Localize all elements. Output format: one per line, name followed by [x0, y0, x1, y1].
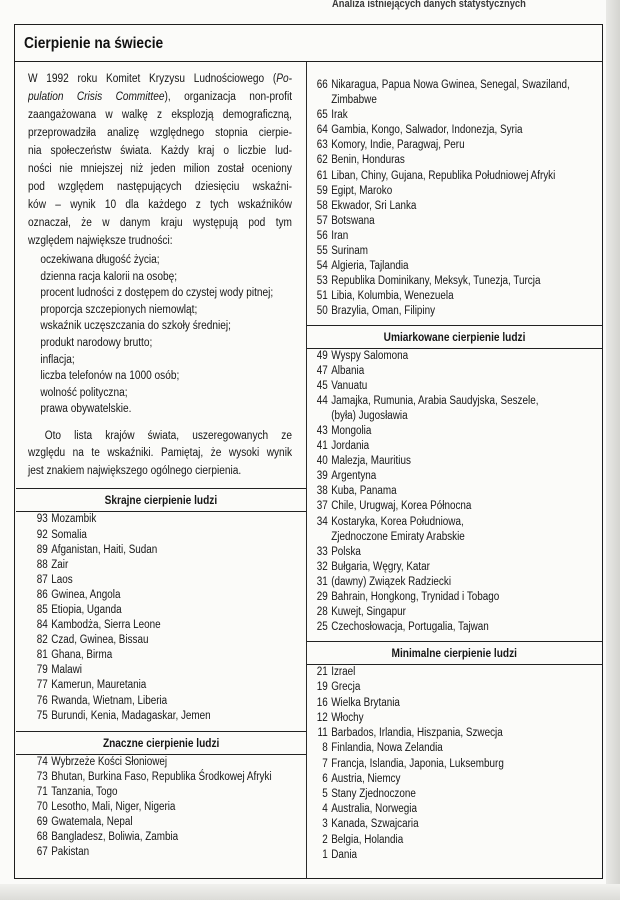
ranking-entry	[34, 618, 306, 633]
intro-line: pod względem następujących dziesięciu wskaźni-	[28, 181, 292, 193]
ranking-countries: Australia, Norwegia	[331, 803, 417, 816]
ranking-countries: Irak	[331, 109, 348, 122]
ranking-entry	[314, 469, 602, 484]
ranking-countries: Francja, Islandia, Japonia, Luksemburg	[331, 757, 504, 770]
ranking-score: 87	[36, 573, 48, 586]
ranking-score: 8	[322, 742, 328, 755]
ranking-score: 3	[322, 818, 328, 831]
title-divider	[14, 61, 603, 62]
ranking-entry	[314, 484, 602, 499]
ranking-entry	[34, 633, 306, 648]
ranking-countries: Iran	[331, 229, 349, 242]
ranking-countries: Czechosłowacja, Portugalia, Tajwan	[331, 621, 489, 634]
ranking-countries: Kamerun, Mauretania	[51, 679, 147, 692]
ranking-score: 79	[36, 664, 48, 677]
ranking-score: 41	[316, 440, 328, 453]
ranking-entry	[34, 815, 306, 830]
ranking-countries: Bułgaria, Węgry, Katar	[331, 560, 430, 573]
ranking-entry	[314, 454, 602, 469]
ranking-score: 76	[36, 694, 48, 707]
ranking-countries: Komory, Indie, Paragwaj, Peru	[331, 139, 465, 152]
section-header	[307, 641, 602, 665]
ranking-score: 53	[316, 275, 328, 288]
intro-line: przeprowadziła analizę względnego stopnia cierpie-	[28, 127, 292, 139]
ranking-countries: (dawny) Związek Radziecki	[331, 575, 452, 588]
ranking-score: 54	[316, 260, 328, 273]
ranking-score: 82	[36, 634, 48, 647]
ranking-score: 77	[36, 679, 48, 692]
ranking-countries: Malezja, Mauritius	[331, 455, 411, 468]
section-header	[16, 488, 306, 512]
ranking-list	[34, 512, 306, 723]
ranking-entry	[314, 439, 602, 454]
ranking-entry	[314, 696, 602, 711]
ranking-countries: Tanzania, Togo	[51, 785, 118, 798]
ranking-countries	[331, 394, 538, 424]
indicator-item: prawa obywatelskie.	[40, 403, 132, 416]
ranking-countries: Gambia, Kongo, Salwador, Indonezja, Syria	[331, 124, 523, 137]
ranking-score: 59	[316, 184, 328, 197]
ranking-score: 7	[322, 757, 328, 770]
ranking-countries: Chile, Urugwaj, Korea Północna	[331, 500, 472, 513]
ranking-score: 92	[36, 528, 48, 541]
ranking-score: 88	[36, 558, 48, 571]
left-column	[16, 70, 306, 860]
ranking-score: 12	[316, 711, 328, 724]
ranking-entry	[34, 573, 306, 588]
intro-text: W 1992 roku Komitet Kryzysu Ludnościowego (	[28, 73, 277, 85]
ranking-countries: Argentyna	[331, 470, 377, 483]
ranking-entry	[314, 802, 602, 817]
outro-paragraph	[28, 428, 292, 481]
right-column	[307, 78, 602, 863]
indicator-item: dzienna racja kalorii na osobę;	[40, 270, 178, 283]
ranking-countries: Polska	[331, 545, 361, 558]
ranking-countries: Dania	[331, 848, 358, 861]
ranking-countries: Afganistan, Haiti, Sudan	[51, 543, 158, 556]
ranking-countries-line: (była) Jugosławia	[331, 409, 408, 422]
ranking-entry	[314, 620, 602, 635]
ranking-entry	[34, 543, 306, 558]
ranking-entry	[314, 590, 602, 605]
indicator-item: liczba telefonów na 1000 osób;	[40, 370, 180, 383]
ranking-score: 93	[36, 513, 48, 526]
ranking-entry	[314, 274, 602, 289]
indicator-item: oczekiwana długość życia;	[40, 254, 160, 266]
indicator-item: proporcja szczepionych niemowląt;	[40, 303, 198, 316]
ranking-score: 21	[316, 666, 328, 679]
ranking-score: 39	[316, 470, 328, 483]
indicator-item: wskaźnik uczęszczania do szkoły średniej;	[40, 320, 232, 333]
ranking-score: 73	[36, 770, 48, 783]
ranking-entry	[314, 78, 602, 108]
ranking-score: 33	[316, 545, 328, 558]
ranking-score: 49	[316, 349, 328, 362]
ranking-entry	[314, 757, 602, 772]
indicator-item: procent ludności z dostępem do czystej wody pitnej;	[40, 287, 274, 300]
section-title: Minimalne cierpienie ludzi	[391, 648, 518, 661]
ranking-score: 51	[316, 290, 328, 303]
right-rankings	[307, 78, 602, 863]
ranking-entry	[314, 244, 602, 259]
ranking-countries: Surinam	[331, 245, 369, 258]
ranking-score: 57	[316, 214, 328, 227]
ranking-entry	[34, 558, 306, 573]
section-title: Umiarkowane cierpienie ludzi	[383, 331, 526, 344]
ranking-countries-line: Zimbabwe	[331, 94, 377, 107]
ranking-countries: Belgia, Holandia	[331, 833, 404, 846]
ranking-countries: Egipt, Maroko	[331, 184, 393, 197]
ranking-score: 68	[36, 831, 48, 844]
ranking-countries: Kuba, Panama	[331, 485, 397, 498]
ranking-entry	[314, 304, 602, 319]
ranking-countries	[331, 78, 570, 108]
ranking-entry	[34, 709, 306, 724]
ranking-entry	[34, 588, 306, 603]
ranking-countries: Wybrzeże Kości Słoniowej	[51, 755, 168, 768]
ranking-countries: Czad, Gwinea, Bissau	[51, 634, 149, 647]
ranking-score: 11	[317, 727, 328, 740]
ranking-entry	[314, 259, 602, 274]
outro-line: Oto lista krajów świata, uszeregowanych ze	[44, 429, 292, 442]
ranking-countries: Kanada, Szwajcaria	[331, 818, 419, 831]
ranking-score: 86	[36, 588, 48, 601]
indicator-item: wolność polityczna;	[40, 386, 128, 399]
ranking-score: 56	[316, 229, 328, 242]
ranking-countries: Barbados, Irlandia, Hiszpania, Szwecja	[331, 727, 503, 740]
ranking-entry	[314, 379, 602, 394]
ranking-score: 55	[316, 245, 328, 258]
ranking-score: 71	[36, 785, 48, 798]
ranking-score: 45	[316, 379, 328, 392]
ranking-score: 65	[316, 109, 328, 122]
ranking-countries: Benin, Honduras	[331, 154, 405, 167]
ranking-entry	[314, 349, 602, 364]
ranking-entry	[314, 184, 602, 199]
intro-line: ków – wynik 10 dla każdego z tych wskaźników	[28, 199, 292, 211]
ranking-countries: Somalia	[51, 528, 87, 541]
ranking-entry	[314, 575, 602, 590]
ranking-score: 61	[316, 169, 328, 182]
ranking-score: 89	[36, 543, 48, 556]
ranking-entry	[314, 364, 602, 379]
ranking-countries: Finlandia, Nowa Zelandia	[331, 742, 443, 755]
ranking-score: 44	[316, 394, 328, 407]
ranking-countries: Izrael	[331, 666, 356, 679]
ranking-entry	[314, 772, 602, 787]
ranking-countries: Mongolia	[331, 424, 372, 437]
ranking-score: 38	[316, 485, 328, 498]
ranking-countries: Libia, Kolumbia, Wenezuela	[331, 290, 454, 303]
ranking-score: 62	[316, 154, 328, 167]
ranking-entry	[314, 545, 602, 560]
ranking-countries: Laos	[51, 573, 73, 586]
ranking-score: 5	[322, 787, 328, 800]
ranking-countries: Mozambik	[51, 513, 97, 526]
ranking-entry	[314, 848, 602, 863]
ranking-entry	[314, 711, 602, 726]
indicator-item: produkt narodowy brutto;	[40, 336, 153, 349]
ranking-entry	[314, 214, 602, 229]
ranking-score: 85	[36, 604, 48, 616]
ranking-countries: Stany Zjednoczone	[331, 787, 416, 800]
ranking-entry	[314, 424, 602, 439]
ranking-score: 25	[316, 621, 328, 634]
ranking-countries: Bhutan, Burkina Faso, Republika Środkowej Afryki	[51, 770, 272, 783]
ranking-entry	[34, 830, 306, 845]
ranking-countries: Gwinea, Angola	[51, 588, 121, 601]
ranking-score: 19	[316, 681, 328, 694]
indicator-list	[28, 252, 292, 418]
ranking-score: 28	[316, 606, 328, 619]
ranking-countries-line: Kostaryka, Korea Południowa,	[331, 515, 464, 528]
intro-line: oznaczał, że w danym kraju występują pod tym	[28, 217, 292, 229]
ranking-score: 50	[316, 305, 328, 318]
ranking-countries: Etiopia, Uganda	[51, 604, 122, 616]
ranking-list	[314, 665, 602, 863]
ranking-score: 81	[36, 649, 48, 662]
intro-paragraph	[28, 70, 292, 250]
intro-italic-text: Po-	[276, 73, 292, 85]
ranking-entry	[314, 499, 602, 514]
ranking-entry	[314, 108, 602, 123]
ranking-list	[34, 755, 306, 861]
ranking-countries: Zair	[51, 558, 69, 571]
ranking-countries-line: Jamajka, Rumunia, Arabia Saudyjska, Seszele,	[331, 394, 539, 407]
ranking-countries: Republika Dominikany, Meksyk, Tunezja, Turcja	[331, 275, 541, 288]
section-header	[307, 325, 602, 349]
ranking-countries: Kuwejt, Singapur	[331, 606, 406, 619]
ranking-score: 74	[36, 755, 48, 768]
ranking-entry	[314, 741, 602, 756]
ranking-entry	[314, 153, 602, 168]
section-header	[16, 731, 306, 755]
ranking-countries: Pakistan	[51, 846, 90, 859]
ranking-entry	[34, 845, 306, 860]
intro-line: względem największe trudności:	[28, 235, 173, 247]
ranking-entry	[314, 680, 602, 695]
ranking-score: 63	[316, 139, 328, 152]
ranking-countries: Malawi	[51, 664, 82, 677]
ranking-countries: Rwanda, Wietnam, Liberia	[51, 694, 168, 707]
ranking-entry	[314, 515, 602, 545]
indicator-item: inflacja;	[40, 353, 75, 366]
ranking-countries: Kambodża, Sierra Leone	[51, 619, 161, 632]
ranking-countries: Grecja	[331, 681, 361, 694]
ranking-entry	[34, 785, 306, 800]
intro-line	[28, 88, 292, 106]
ranking-countries: Ghana, Birma	[51, 649, 113, 662]
ranking-score: 16	[316, 696, 328, 709]
intro-italic-text: pulation Crisis Committee	[28, 91, 165, 103]
ranking-countries: Brazylia, Oman, Filipiny	[331, 305, 436, 318]
ranking-score: 37	[316, 500, 328, 513]
ranking-countries: Botswana	[331, 214, 375, 227]
ranking-countries: Austria, Niemcy	[331, 772, 401, 785]
ranking-countries	[331, 515, 465, 545]
ranking-score: 69	[36, 816, 48, 829]
ranking-countries: Wyspy Salomona	[331, 349, 409, 362]
ranking-entry	[314, 138, 602, 153]
ranking-entry	[314, 817, 602, 832]
ranking-entry	[34, 648, 306, 663]
ranking-entry	[34, 512, 306, 527]
ranking-entry	[314, 169, 602, 184]
ranking-entry	[34, 603, 306, 618]
ranking-score: 4	[322, 803, 328, 816]
running-header: Analiza istniejących danych statystycznych	[332, 0, 526, 10]
ranking-score: 2	[322, 833, 328, 846]
ranking-score: 67	[36, 846, 48, 859]
ranking-score: 66	[316, 79, 328, 91]
ranking-countries-line: Nikaragua, Papua Nowa Gwinea, Senegal, Swaziland,	[331, 79, 570, 91]
ranking-countries: Burundi, Kenia, Madagaskar, Jemen	[51, 709, 211, 722]
ranking-entry	[34, 694, 306, 709]
ranking-entry	[34, 755, 306, 770]
left-rankings	[16, 488, 306, 860]
ranking-entry	[34, 800, 306, 815]
ranking-entry	[34, 528, 306, 543]
intro-line: nia społeczeństw świata. Każdy kraj o liczbie lud-	[28, 145, 292, 157]
ranking-score: 1	[322, 848, 328, 861]
section-title: Znaczne cierpienie ludzi	[102, 737, 220, 750]
ranking-entry	[314, 560, 602, 575]
ranking-score: 43	[316, 424, 328, 437]
ranking-entry	[314, 605, 602, 620]
box-title: Cierpienie na świecie	[24, 35, 164, 52]
ranking-entry	[34, 770, 306, 785]
ranking-countries: Bangladesz, Boliwia, Zambia	[51, 831, 179, 844]
ranking-score: 32	[316, 560, 328, 573]
ranking-score: 47	[316, 364, 328, 377]
ranking-entry	[314, 394, 602, 424]
section-title: Skrajne cierpienie ludzi	[104, 495, 218, 508]
ranking-countries: Albania	[331, 364, 365, 377]
intro-text: ), organizacja non-profit	[164, 91, 292, 103]
intro-line: zaangażowana w walkę z eksplozją demograficzną,	[28, 109, 292, 121]
ranking-entry	[314, 665, 602, 680]
ranking-list	[314, 349, 602, 636]
ranking-score: 6	[322, 772, 328, 785]
ranking-score: 29	[316, 591, 328, 603]
ranking-entry	[314, 726, 602, 741]
ranking-countries: Algieria, Tajlandia	[331, 260, 409, 273]
ranking-score: 34	[316, 515, 328, 528]
ranking-score: 64	[316, 124, 328, 137]
ranking-score: 40	[316, 455, 328, 468]
ranking-countries: Vanuatu	[331, 379, 368, 392]
ranking-entry	[314, 787, 602, 802]
outro-line: względu na te wskaźniki. Pamiętaj, że wysoki wynik	[28, 447, 292, 460]
intro-line	[28, 70, 292, 88]
ranking-score: 31	[316, 575, 328, 588]
ranking-entry	[34, 663, 306, 678]
ranking-score: 75	[36, 709, 48, 722]
ranking-score: 70	[36, 801, 48, 814]
ranking-countries-line: Zjednoczone Emiraty Arabskie	[331, 530, 465, 543]
ranking-countries: Ekwador, Sri Lanka	[331, 199, 417, 212]
ranking-entry	[34, 678, 306, 693]
ranking-entry	[314, 229, 602, 244]
outro-line: jest znakiem największego ogólnego cierpienia.	[28, 464, 242, 477]
scan-edge-shadow	[606, 0, 620, 900]
ranking-entry	[314, 123, 602, 138]
scan-bottom-shadow	[0, 884, 620, 900]
ranking-countries: Włochy	[331, 711, 364, 724]
ranking-countries: Liban, Chiny, Gujana, Republika Południowej Afryki	[331, 169, 556, 182]
intro-line: ności nie mniejszej niż jeden milion został oceniony	[28, 163, 292, 175]
ranking-entry	[314, 833, 602, 848]
ranking-countries: Gwatemala, Nepal	[51, 816, 133, 829]
ranking-countries: Jordania	[331, 440, 370, 453]
ranking-countries: Wielka Brytania	[331, 696, 400, 709]
ranking-countries: Lesotho, Mali, Niger, Nigeria	[51, 801, 176, 814]
ranking-list	[314, 78, 602, 320]
ranking-countries: Bahrain, Hongkong, Trynidad i Tobago	[331, 591, 500, 603]
ranking-score: 84	[36, 619, 48, 632]
ranking-entry	[314, 199, 602, 214]
ranking-entry	[314, 289, 602, 304]
ranking-score: 58	[316, 199, 328, 212]
